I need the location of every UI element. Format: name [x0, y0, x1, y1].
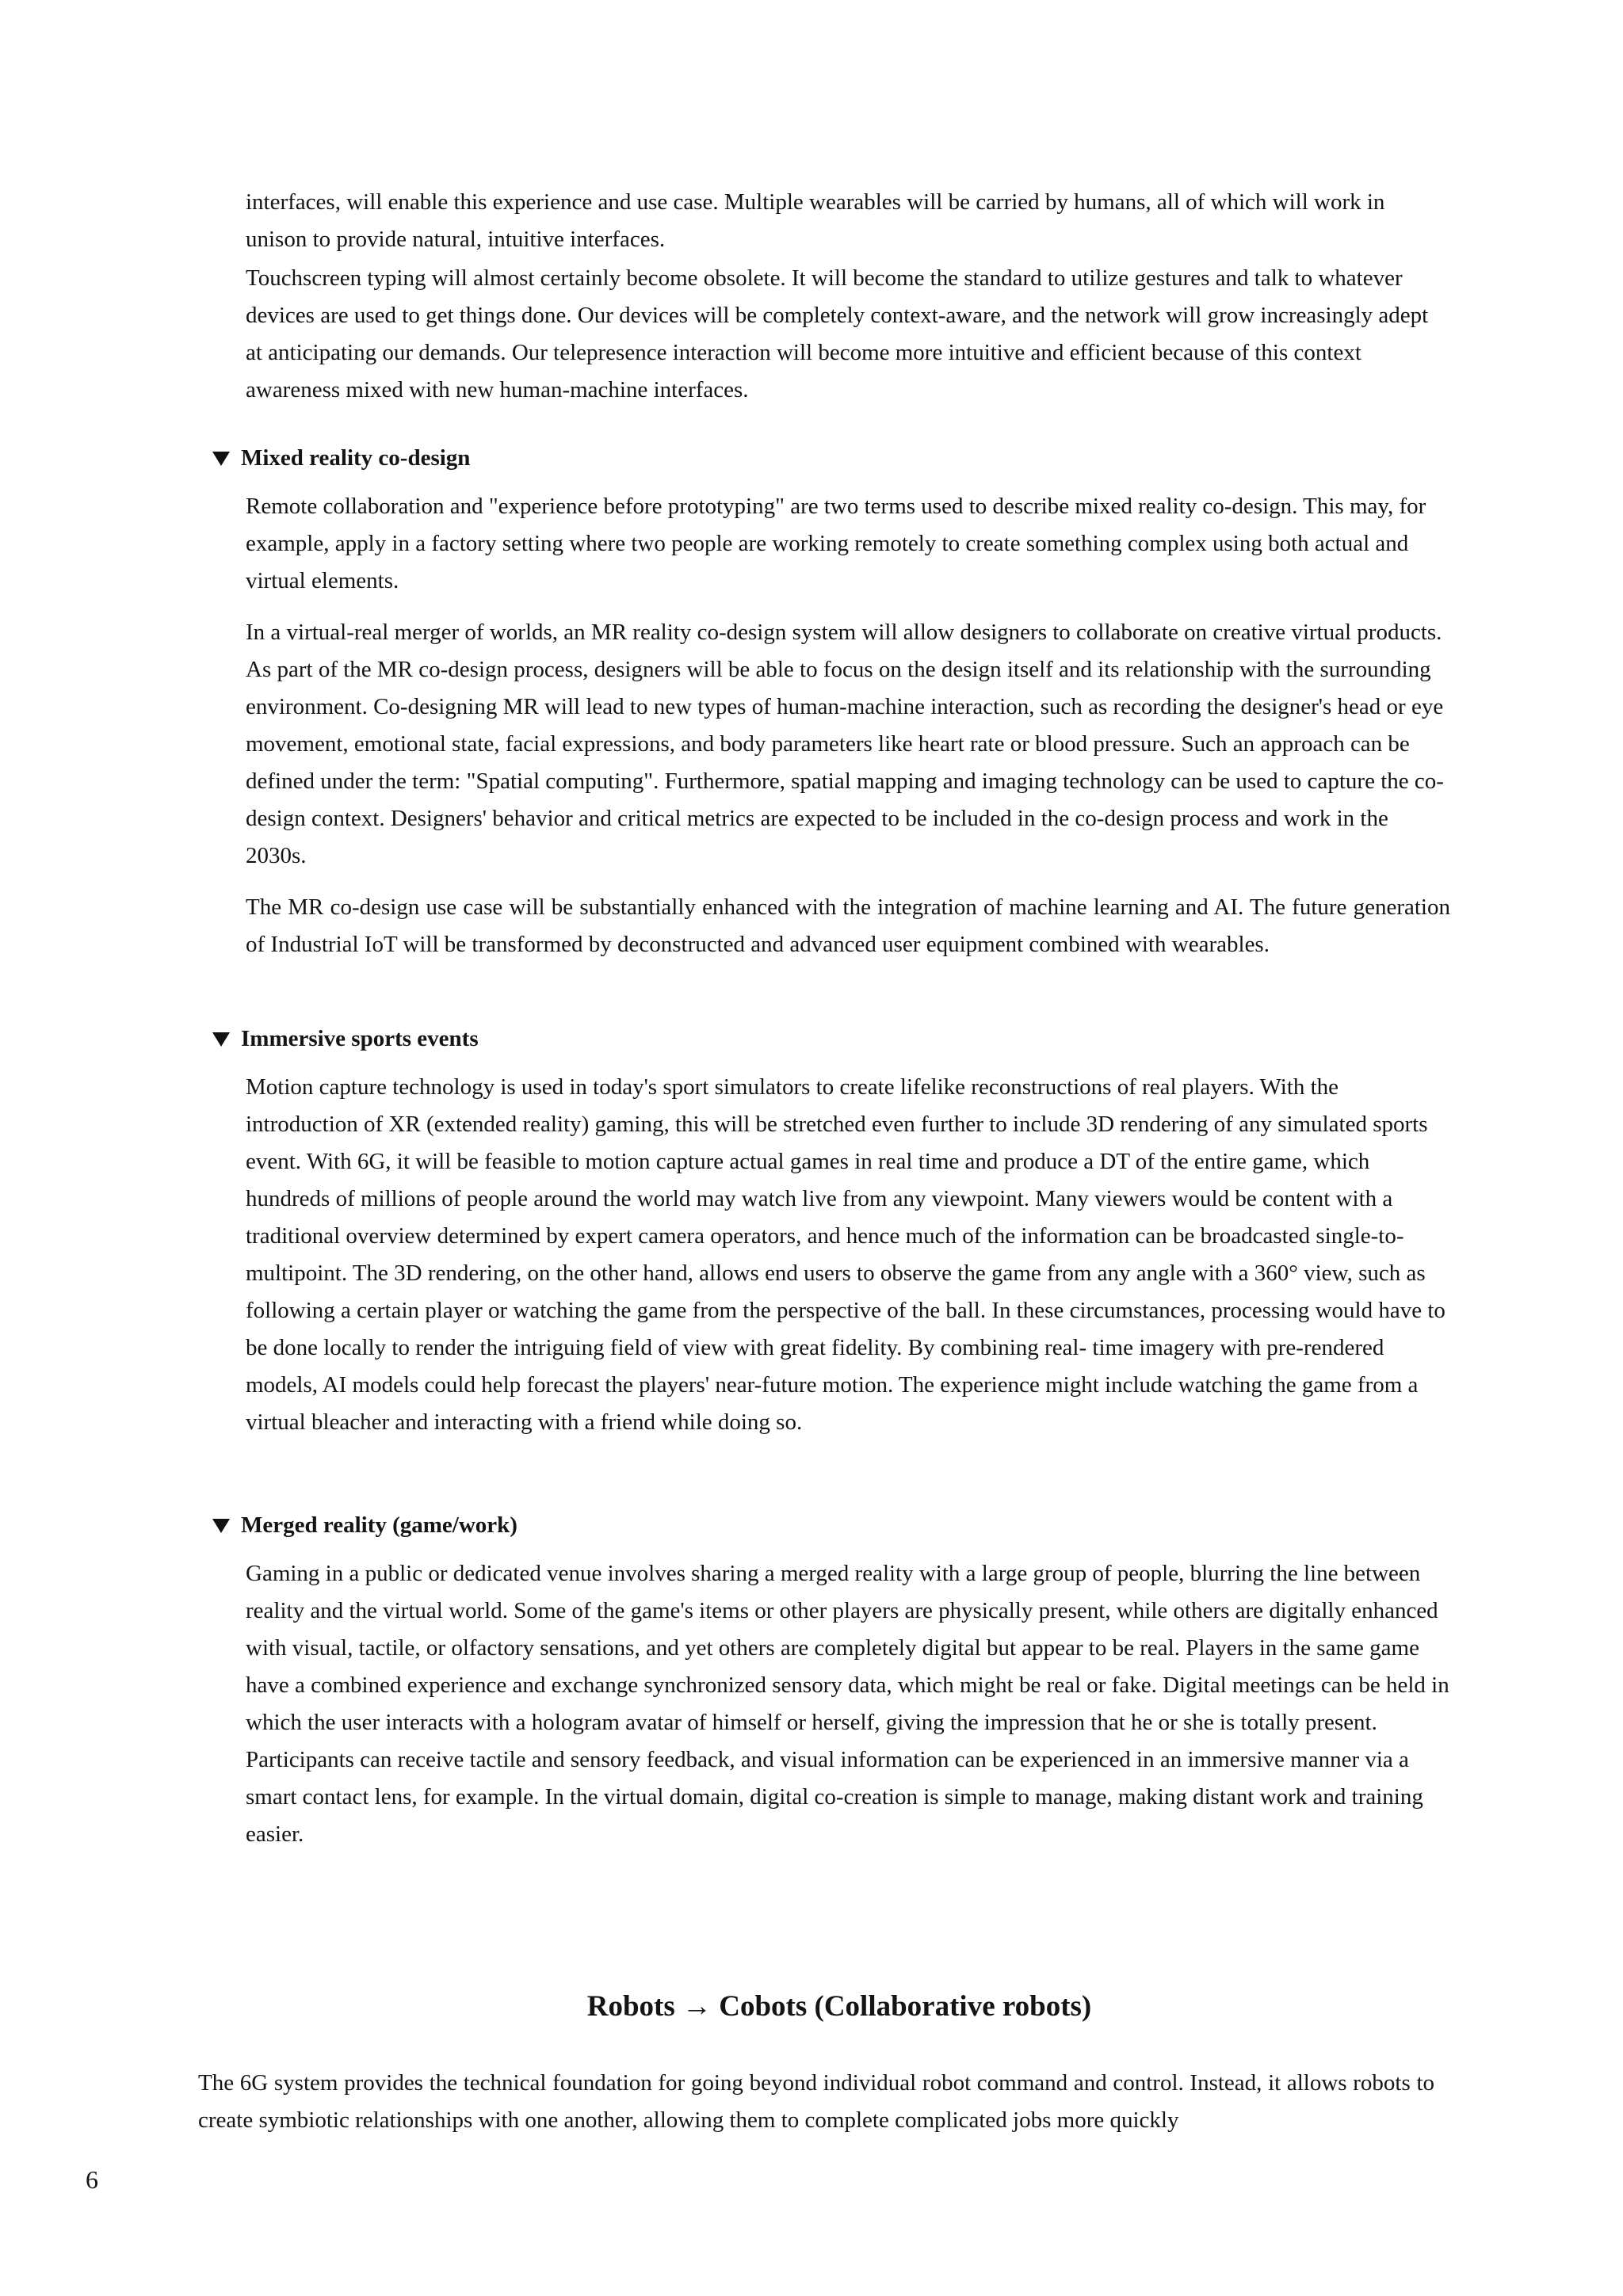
section-paragraph: In a virtual-real merger of worlds, an MR reality co-design system will allow designers to collaborate on creative virtual products. As part of the MR co-design process, designers will be able to focus on the design itself and its relationship with the surrounding environment. Co-designing MR will lead to new types of human-machine interaction, such as recording the designer's head or eye movement, emotional state, facial expressions, and body parameters like heart rate or blood pressure. Such an approach can be defined under the term: "Spatial computing". Furthermore, spatial mapping and imaging technology can be used to capture the co-design context. Designers' behavior and critical metrics are expected to be included in the co-design process and work in the 2030s. [246, 620, 1444, 868]
section-heading[interactable] [212, 1507, 1449, 1544]
intro-paragraph-1: interfaces, will enable this experience and use case. Multiple wearables will be carried by humans, all of which will work in unison to provide natural, intuitive interfaces. [246, 189, 1385, 252]
section-title: Merged reality (game/work) [241, 1512, 517, 1538]
section-paragraph: Remote collaboration and "experience before prototyping" are two terms used to describe mixed reality co-design. This may, for example, apply in a factory setting where two people are working remotely to create something complex using both actual and virtual elements. [246, 494, 1426, 593]
triangle-down-icon[interactable] [212, 452, 230, 466]
section-heading[interactable] [212, 1020, 1449, 1058]
chapter-title: Robots → Cobots (Collaborative robots) [586, 1990, 1092, 2023]
section-paragraph: The MR co-design use case will be substantially enhanced with the integration of machine learning and AI. The future generation of Industrial IoT will be transformed by deconstructed and advanced user equipment combined with wearables. [246, 894, 1450, 957]
section-merged-reality [212, 1507, 1449, 1853]
chapter-intro-paragraph: The 6G system provides the technical foundation for going beyond individual robot command and control. Instead, it allows robots to create symbiotic relationships with one another, allowing them to complete complicated jobs more quickly [198, 2070, 1434, 2133]
section-title: Immersive sports events [241, 1026, 479, 1051]
triangle-down-icon[interactable] [212, 1032, 230, 1047]
page-number: 6 [86, 2165, 98, 2194]
section-paragraph: Motion capture technology is used in today's sport simulators to create lifelike reconstructions of real players. With the introduction of XR (extended reality) gaming, this will be stretched even further to include 3D rendering of any simulated sports event. With 6G, it will be feasible to motion capture actual games in real time and produce a DT of the entire game, which hundreds of millions of people around the world may watch live from any viewpoint. Many viewers would be content with a traditional overview determined by expert camera operators, and hence much of the information can be broadcasted single-to-multipoint. The 3D rendering, on the other hand, allows end users to observe the game from any angle with a 360° view, such as following a certain player or watching the game from the perspective of the ball. In these circumstances, processing would have to be done locally to render the intriguing field of view with great fidelity. By combining real- time imagery with pre-rendered models, AI models could help forecast the players' near-future motion. The experience might include watching the game from a virtual bleacher and interacting with a friend while doing so. [246, 1074, 1445, 1435]
intro-paragraph-2: Touchscreen typing will almost certainly become obsolete. It will become the standard to utilize gestures and talk to whatever devices are used to get things done. Our devices will be completely context-aware, and the network will grow increasingly adept at anticipating our demands. Our telepresence interaction will become more intuitive and efficient because of this context awareness mixed with new human-machine interfaces. [246, 265, 1429, 402]
section-paragraph: Gaming in a public or dedicated venue involves sharing a merged reality with a large group of people, blurring the line between reality and the virtual world. Some of the game's items or other players are physically present, while others are digitally enhanced with visual, tactile, or olfactory sensations, and yet others are completely digital but appear to be real. Players in the same game have a combined experience and exchange synchronized sensory data, which might be real or fake. Digital meetings can be held in which the user interacts with a hologram avatar of himself or herself, giving the impression that he or she is totally present. Participants can receive tactile and sensory feedback, and visual information can be experienced in an immersive manner via a smart contact lens, for example. In the virtual domain, digital co-creation is simple to manage, making distant work and training easier. [246, 1561, 1449, 1847]
triangle-down-icon[interactable] [212, 1519, 230, 1533]
section-mixed-reality-co-design [212, 440, 1449, 963]
section-title: Mixed reality co-design [241, 445, 471, 471]
section-immersive-sports-events [212, 1020, 1449, 1441]
section-heading[interactable] [212, 440, 1449, 477]
